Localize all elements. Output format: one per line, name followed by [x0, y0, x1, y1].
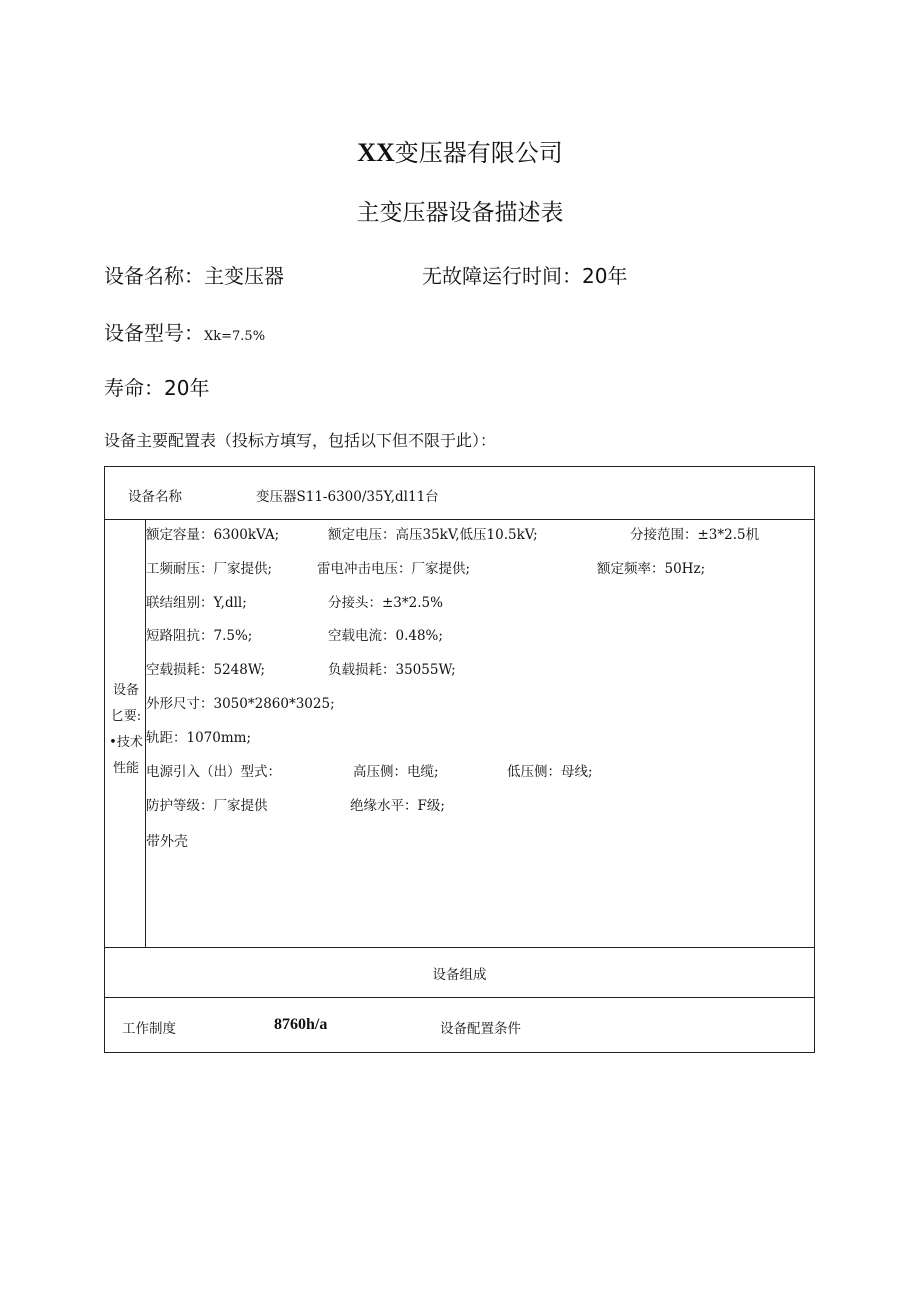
spec-item: 负载损耗：35055W; [328, 662, 456, 678]
side-label-line: 设备 [112, 683, 139, 698]
side-label-line: 性能 [112, 761, 139, 776]
spec-item: 空载电流：0.48%; [328, 628, 443, 644]
spec-item: 额定容量：6300kVA; [146, 527, 280, 543]
spec-item: 工频耐压：厂家提供; [146, 561, 273, 577]
work-system-label: 工作制度 [122, 1021, 176, 1037]
spec-item: 额定电压：高压35kV,低压10.5kV; [328, 527, 538, 543]
service-life: 寿命：20年 [104, 376, 210, 400]
side-label-line: •技术 [109, 735, 143, 750]
spec-item: 分接范围：±3*2.5机 [630, 527, 760, 543]
equipment-model-row [104, 317, 265, 346]
divider [105, 947, 814, 948]
spec-item: 联结组别：Y,dll; [146, 595, 247, 611]
model-label: 设备型号： [104, 321, 204, 345]
spec-item: 绝缘水平：F级; [350, 798, 445, 814]
config-condition: 设备配置条件 [440, 1021, 521, 1037]
equipment-name: 设备名称：主变压器 [104, 264, 284, 288]
document-subtitle: 主变压器设备描述表 [356, 200, 564, 226]
divider [105, 997, 814, 998]
spec-item: 空载损耗：5248W; [146, 662, 266, 678]
divider [105, 519, 814, 520]
fault-free-runtime: 无故障运行时间：20年 [422, 264, 628, 288]
config-intro: 设备主要配置表（投标方填写，包括以下但不限于此）： [104, 431, 497, 450]
work-system-value: 8760h/a [274, 1016, 328, 1033]
spec-item: 防护等级：厂家提供 [146, 798, 268, 814]
spec-item: 额定频率：50Hz; [597, 561, 706, 577]
row-equipment-name-label: 设备名称 [128, 489, 182, 505]
tech-performance-label [107, 678, 145, 782]
spec-item: 外形尺寸：3050*2860*3025; [146, 696, 335, 712]
company-prefix: XX [357, 138, 395, 167]
company-title [0, 133, 920, 168]
spec-item: 短路阻抗：7.5%; [146, 628, 253, 644]
spec-item: 低压侧：母线; [507, 764, 593, 780]
company-name: 变压器有限公司 [394, 139, 563, 167]
spec-item: 电源引入（出）型式： [146, 764, 281, 780]
model-value: Xk=7.5% [204, 329, 266, 344]
side-label-line: 匕要: [110, 709, 142, 724]
spec-item: 高压侧：电缆; [353, 764, 439, 780]
row-equipment-name-value: 变压器S11-6300/35Y,dl11台 [256, 489, 439, 505]
spec-item: 雷电冲击电压：厂家提供; [317, 561, 471, 577]
config-table [104, 466, 815, 1053]
spec-item: 轨距：1070mm; [146, 730, 252, 746]
equipment-composition: 设备组成 [432, 967, 487, 983]
spec-item: 分接头：±3*2.5% [328, 595, 443, 611]
shell-note: 带外壳 [146, 834, 188, 850]
